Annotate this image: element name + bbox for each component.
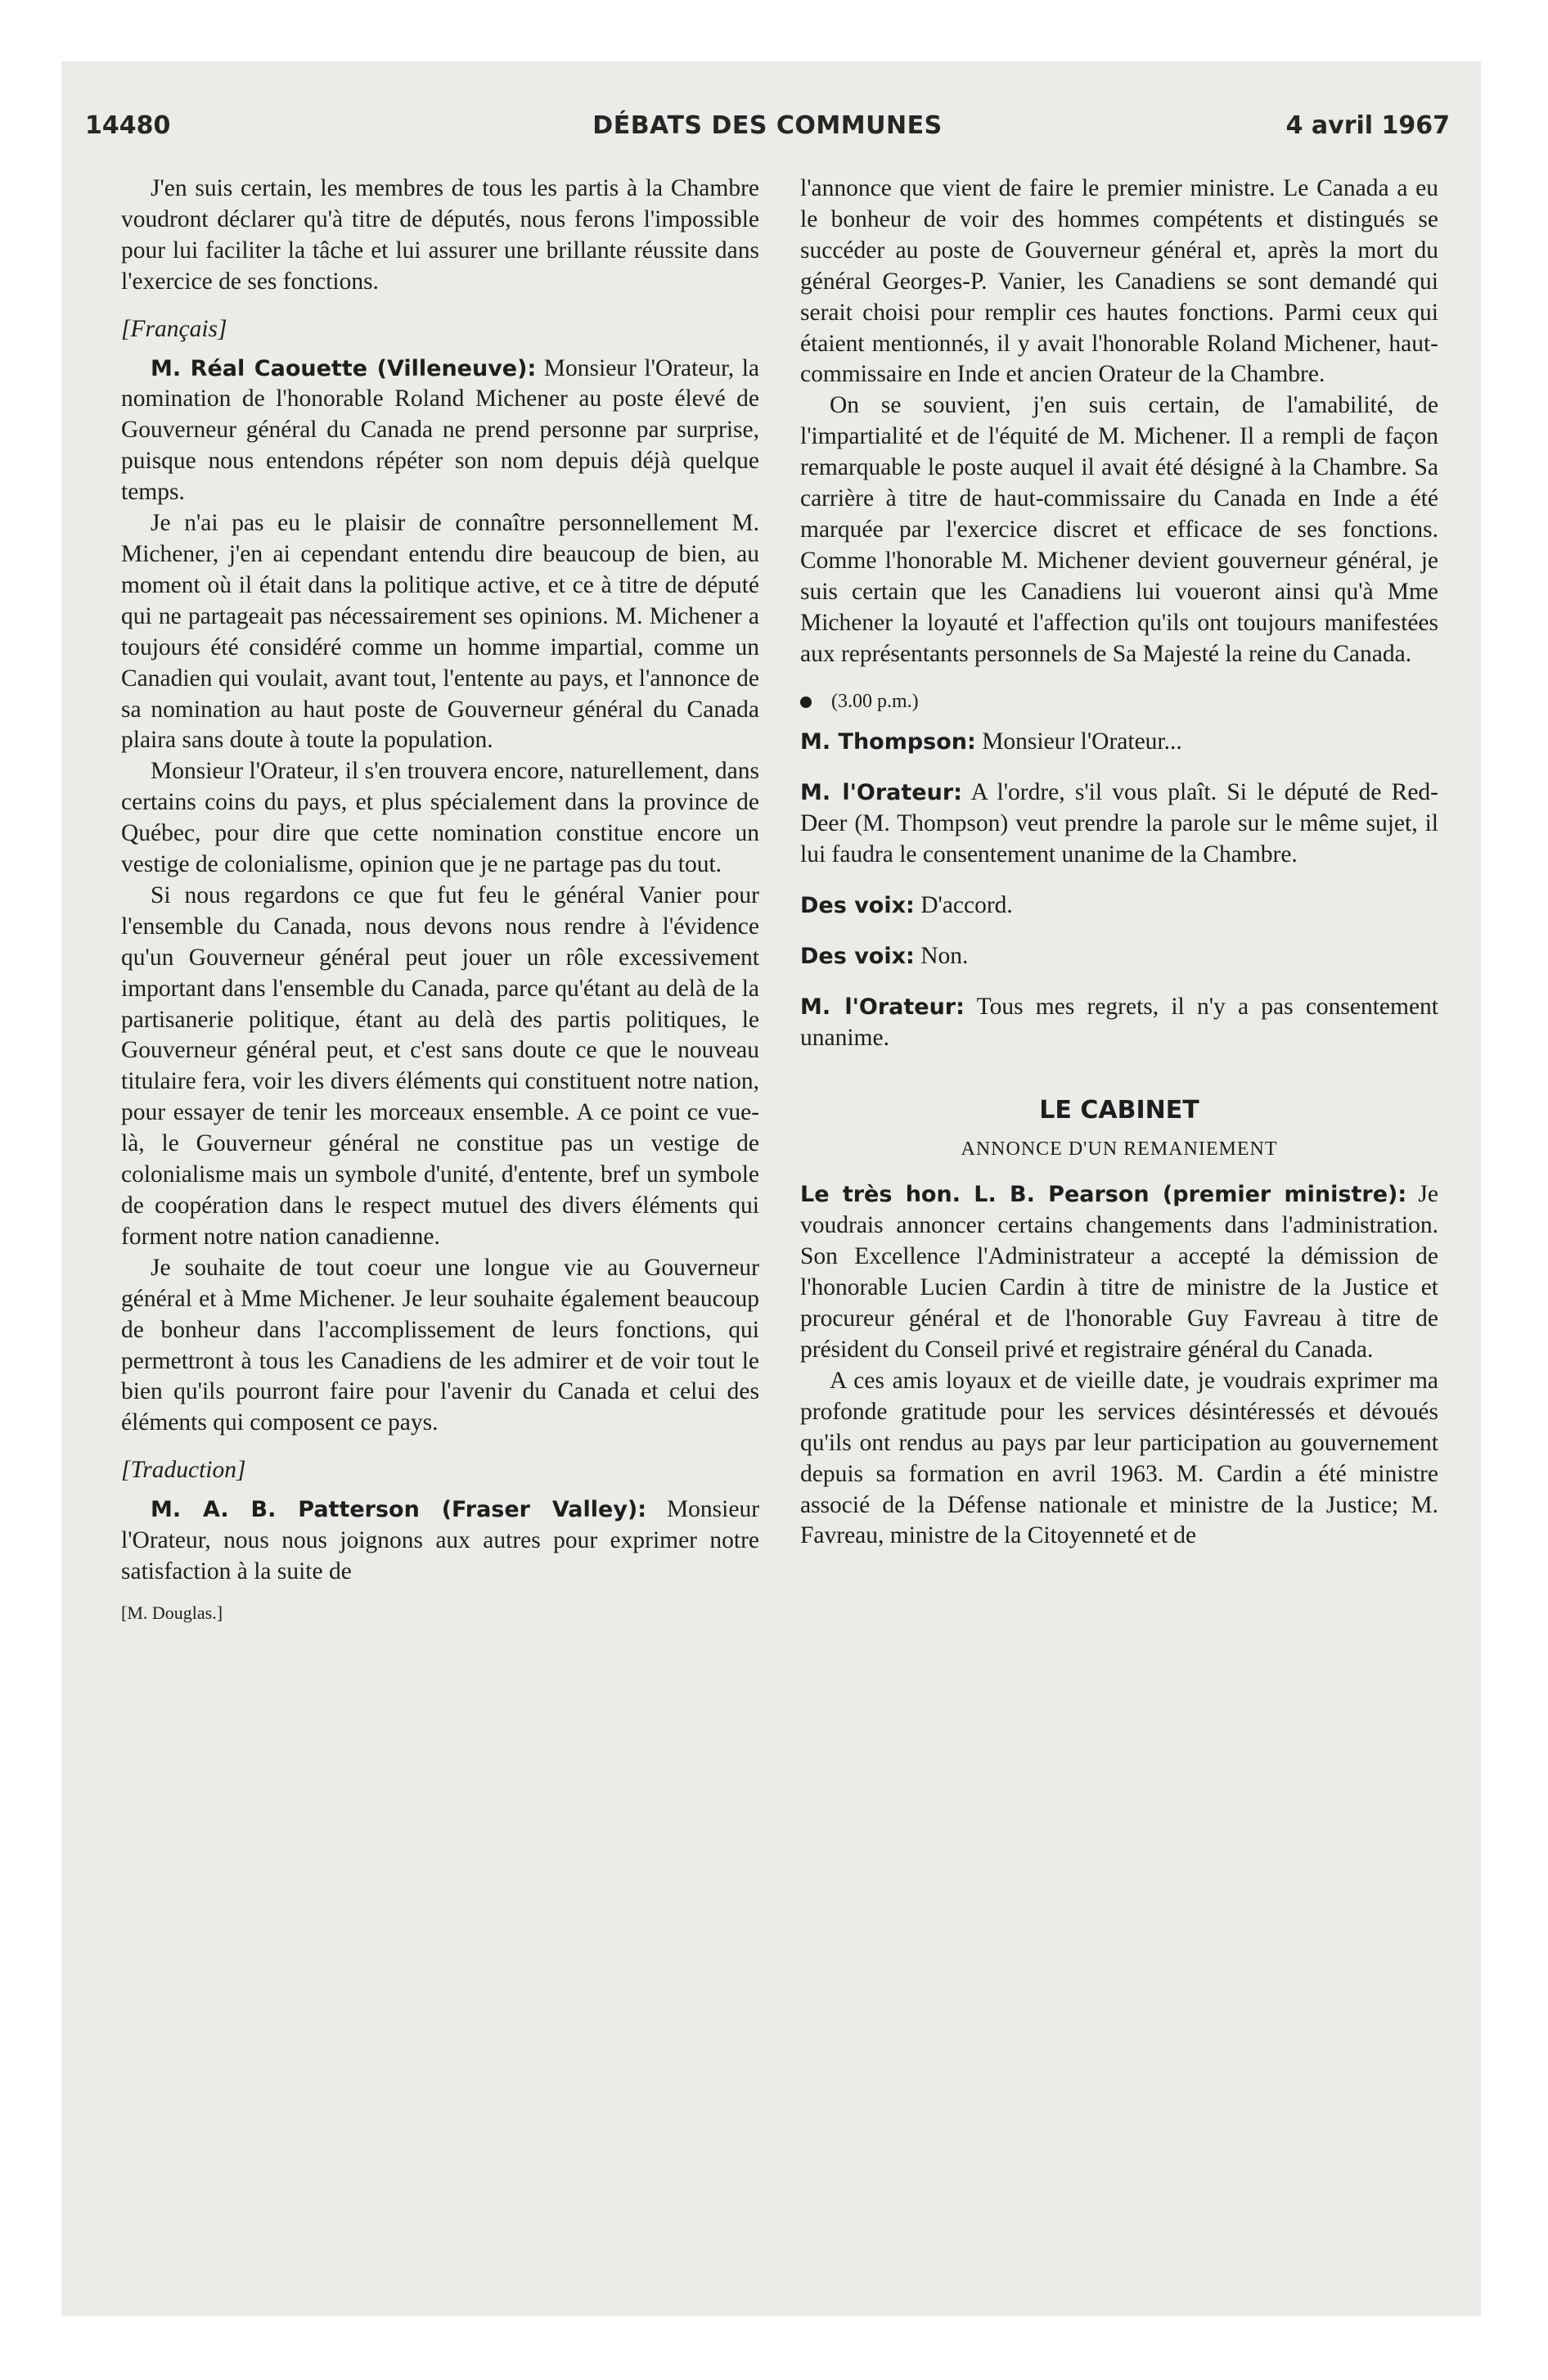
dialogue-line [800, 941, 1438, 972]
paragraph [121, 1494, 759, 1588]
left-column [121, 174, 759, 1629]
speaker-name: M. Thompson: [800, 729, 976, 755]
time-stamp: (3.00 p.m.) [831, 690, 919, 712]
bullet-icon [800, 696, 812, 708]
speech-text: Monsieur l'Orateur, la nomination de l'honorable Roland Michener au poste élevé de Gouverneur général du Canada ne prend personne par surprise, puisque nous entendons répéter son nom depuis déjà quelque temps. [121, 354, 759, 506]
page-number: 14480 [85, 111, 171, 140]
speech-text: Non. [920, 942, 969, 969]
speaker-name: M. l'Orateur: [800, 780, 962, 806]
paragraph: l'annonce que vient de faire le premier ministre. Le Canada a eu le bonheur de voir des hommes compétents et distingués se succéder au poste de Gouverneur général et, après la mort du général Georges-P. Vanier, les Canadiens se sont demandé qui serait choisi pour remplir ces hautes fonctions. Parmi ceux qui étaient mentionnés, il y avait l'honorable Roland Michener, haut-commissaire en Inde et ancien Orateur de la Chambre. [800, 175, 1438, 388]
speech-text: D'accord. [920, 892, 1013, 919]
dialogue-line [800, 890, 1438, 922]
speaker-name: Des voix: [800, 893, 915, 919]
paragraph: Je n'ai pas eu le plaisir de connaître personnellement M. Michener, j'en ai cependant entendu dire beaucoup de bien, au moment où il était dans la politique active, et ce à titre de député qui ne partageait pas nécessairement ses opinions. M. Michener a toujours été considéré comme un homme impartial, comme un Canadien qui voulait, avant tout, l'entente au pays, et l'annonce de sa nomination au haut poste de Gouverneur général du Canada plaira sans doute à toute la population. [121, 510, 759, 754]
speaker-name: M. Réal Caouette (Villeneuve): [151, 355, 537, 381]
speaker-name: Le très hon. L. B. Pearson (premier ministre): [800, 1182, 1407, 1208]
paragraph: Si nous regardons ce que fut feu le général Vanier pour l'ensemble du Canada, nous devons nous rendre à l'évidence qu'un Gouverneur général peut jouer un rôle excessivement important dans l'ensemble du Canada, parce qu'étant au delà de la partisanerie politique, étant au delà des partis politiques, le Gouverneur général peut, et c'est sans doute ce que le nouveau titulaire fera, voir les divers éléments qui constituent notre nation, pour essayer de tenir les morceaux ensemble. A ce point ce vue-là, le Gouverneur général ne constitue pas un vestige de colonialisme mais un symbole d'unité, d'entente, bref un symbole de coopération dans le respect mutuel des divers éléments qui forment notre nation canadienne. [121, 881, 759, 1250]
speech-text: Monsieur l'Orateur, nous nous joignons aux autres pour exprimer notre satisfaction à la suite de [121, 1496, 760, 1584]
speaker-name: M. l'Orateur: [800, 994, 965, 1020]
section-label-francais: [Français] [121, 315, 227, 342]
speech-text: Tous mes regrets, il n'y a pas consentement unanime. [800, 993, 1439, 1051]
speech-text: Je voudrais annoncer certains changements dans l'administration. Son Excellence l'Administrateur a accepté la démission de l'honorable Lucien Cardin à titre de ministre de la Justice et procureur général et de l'honorable Guy Favreau à titre de président du Conseil privé et registraire général du Canada. [800, 1181, 1438, 1363]
section-label-traduction: [Traduction] [121, 1457, 246, 1484]
paragraph [800, 1179, 1438, 1365]
section-heading: LE CABINET [1039, 1095, 1199, 1125]
paragraph: On se souvient, j'en suis certain, de l'amabilité, de l'impartialité et de l'équité de M. Michener. Il a rempli de façon remarquable le poste auquel il avait été désigné à la Chambre. Sa carrière à titre de haut-commissaire du Canada en Inde a été marquée par l'exercice discret et efficace de ses fonctions. Comme l'honorable M. Michener devient gouverneur général, je suis certain que les Canadiens lui voueront ainsi qu'à Mme Michener la loyauté et l'affection qu'ils ont toujours manifestées aux représentants personnels de Sa Majesté la reine du Canada. [800, 392, 1438, 667]
paragraph: A ces amis loyaux et de vieille date, je voudrais exprimer ma profonde gratitude pour les services désintéressés et dévoués qu'ils ont rendus au pays par leur participation au gouvernement depuis sa formation en avril 1963. M. Cardin a été ministre associé de la Défense nationale et ministre de la Justice; M. Favreau, ministre de la Citoyenneté et de [800, 1367, 1438, 1549]
time-marker [800, 687, 1438, 718]
page-header [85, 108, 1450, 149]
dialogue-line [800, 778, 1438, 871]
speaker-name: Des voix: [800, 943, 915, 969]
paragraph: Je souhaite de tout coeur une longue vie au Gouverneur général et à Mme Michener. Je leur souhaite également beaucoup de bonheur dans l'accomplissement de leurs fonctions, qui permettront à tous les Canadiens de les admirer et de voir tout le bien qu'ils pourront faire pour l'avenir du Canada et celui des éléments qui composent ce pays. [121, 1254, 759, 1436]
issue-date: 4 avril 1967 [1285, 111, 1450, 140]
paragraph [121, 354, 759, 509]
journal-title: DÉBATS DES COMMUNES [592, 111, 943, 140]
paragraph: J'en suis certain, les membres de tous les partis à la Chambre voudront déclarer qu'à titre de députés, nous ferons l'impossible pour lui faciliter la tâche et lui assurer une brillante réussite dans l'exercice de ses fonctions. [121, 175, 759, 295]
speech-text: A l'ordre, s'il vous plaît. Si le député de Red-Deer (M. Thompson) veut prendre la parole sur le même sujet, il lui faudra le consentement unanime de la Chambre. [800, 779, 1439, 868]
dialogue-line [800, 727, 1438, 758]
speech-text: Monsieur l'Orateur... [982, 728, 1182, 755]
footnote: [M. Douglas.] [121, 1602, 223, 1623]
section-subheading: ANNONCE D'UN REMANIEMENT [961, 1138, 1278, 1160]
right-column [800, 174, 1438, 1552]
speaker-name: M. A. B. Patterson (Fraser Valley): [151, 1497, 647, 1523]
paragraph: Monsieur l'Orateur, il s'en trouvera encore, naturellement, dans certains coins du pays, et plus spécialement dans la province de Québec, pour dire que cette nomination constitue encore un vestige de colonialisme, opinion que je ne partage pas du tout. [121, 758, 759, 878]
dialogue-line [800, 992, 1438, 1054]
